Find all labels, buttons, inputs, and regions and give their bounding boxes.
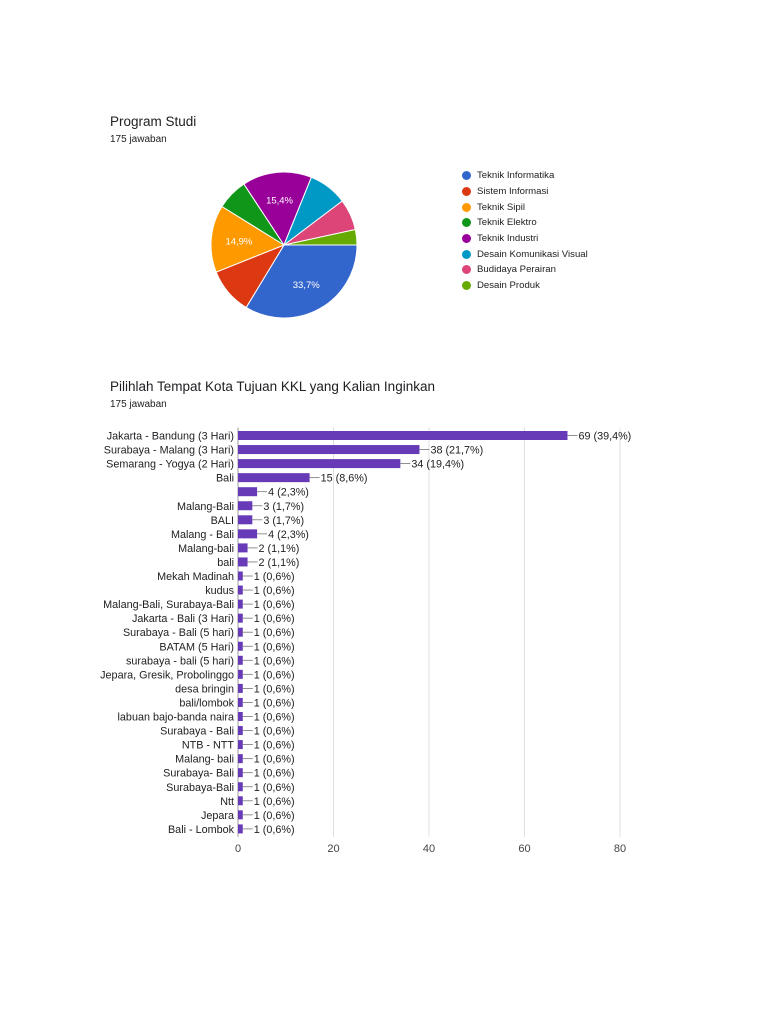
bar [238, 628, 243, 637]
legend-item-teknik-sipil [462, 199, 588, 215]
bar [238, 810, 243, 819]
bar [238, 431, 567, 440]
legend-swatch [462, 218, 471, 227]
value-label: 1 (0,6%) [253, 585, 295, 598]
legend-swatch [462, 250, 471, 259]
value-label: 3 (1,7%) [263, 500, 305, 513]
value-label: 1 (0,6%) [253, 613, 295, 626]
legend-item-desain-komunikasi-visual [462, 246, 588, 262]
bar [238, 796, 243, 805]
category-label: Surabaya - Bali (5 hari) [122, 627, 234, 640]
value-label: 1 (0,6%) [253, 725, 295, 738]
category-label: desa bringin [175, 683, 234, 696]
legend-label: Teknik Sipil [477, 201, 525, 213]
x-tick-label: 60 [518, 842, 531, 855]
legend-label: Teknik Informatika [477, 170, 555, 182]
pie-slice-label: 15,4% [266, 195, 294, 207]
category-label: bali/lombok [179, 697, 234, 710]
value-label: 38 (21,7%) [430, 444, 484, 457]
value-label: 1 (0,6%) [253, 781, 295, 794]
category-label: Bali [215, 472, 234, 485]
value-label: 4 (2,3%) [268, 528, 309, 541]
bar [238, 501, 252, 510]
category-label: Mekah Madinah [157, 571, 234, 583]
legend-label: Sistem Informasi [477, 186, 549, 198]
legend-label: Desain Komunikasi Visual [477, 248, 588, 260]
x-tick-label: 40 [422, 842, 436, 855]
legend-item-sistem-informasi [462, 184, 588, 200]
value-label: 1 (0,6%) [253, 711, 295, 724]
value-label: 1 (0,6%) [253, 683, 295, 696]
legend-item-teknik-elektro [462, 215, 588, 231]
value-label: 2 (1,1%) [258, 556, 300, 569]
bar [238, 586, 243, 595]
category-label: Surabaya - Bali [160, 725, 234, 738]
bar [238, 754, 243, 763]
bar [238, 642, 243, 651]
category-label: NTB - NTT [181, 739, 234, 752]
bar [238, 543, 248, 552]
category-label: Surabaya- Bali [163, 767, 234, 780]
value-label: 1 (0,6%) [253, 795, 295, 808]
category-label: Malang-Bali, Surabaya-Bali [103, 599, 234, 612]
bar [238, 824, 243, 833]
value-label: 3 (1,7%) [263, 514, 305, 527]
legend-item-teknik-informatika [462, 168, 588, 184]
legend-swatch [462, 203, 471, 212]
value-label: 1 (0,6%) [253, 739, 295, 752]
bar [238, 698, 243, 707]
legend-label: Teknik Industri [477, 233, 539, 245]
category-label: bali [217, 556, 234, 569]
value-label: 4 (2,3%) [268, 486, 309, 499]
bar [238, 445, 419, 454]
bar-chart-response-count: 175 jawaban [110, 399, 167, 410]
x-tick-label: 0 [234, 842, 242, 855]
legend-item-budidaya-perairan [462, 262, 588, 278]
value-label: 1 (0,6%) [253, 599, 295, 612]
legend-label: Teknik Elektro [477, 217, 537, 229]
value-label: 1 (0,6%) [253, 669, 295, 682]
pie-chart [200, 165, 370, 335]
bar-chart-title: Pilihlah Tempat Kota Tujuan KKL yang Kalian Inginkan [110, 379, 435, 394]
bar [238, 572, 243, 581]
value-label: 1 (0,6%) [253, 753, 295, 766]
value-label: 15 (8,6%) [320, 472, 368, 485]
value-label: 1 (0,6%) [253, 641, 295, 654]
value-label: 1 (0,6%) [253, 627, 295, 640]
category-label: labuan bajo-banda naira [117, 711, 234, 724]
bar [238, 782, 243, 791]
value-label: 1 (0,6%) [253, 571, 295, 583]
category-label: Surabaya - Malang (3 Hari) [103, 444, 234, 457]
pie-slice-label: 33,7% [292, 279, 320, 291]
bar [238, 557, 248, 566]
category-label: Surabaya-Bali [166, 781, 234, 794]
category-label: Malang- bali [175, 753, 234, 766]
value-label: 34 (19,4%) [411, 458, 465, 471]
bar [238, 515, 252, 524]
category-label: Malang - Bali [170, 528, 234, 541]
pie-chart-response-count: 175 jawaban [110, 134, 167, 145]
bar-chart [0, 420, 768, 870]
category-label: surabaya - bali (5 hari) [125, 655, 234, 668]
pie-slice-label: 14,9% [225, 236, 253, 248]
category-label: Malang-Bali [176, 500, 234, 513]
legend-swatch [462, 234, 471, 243]
bar [238, 768, 243, 777]
value-label: 1 (0,6%) [253, 823, 295, 836]
bar [238, 459, 400, 468]
bar [238, 600, 243, 609]
category-label: Jakarta - Bandung (3 Hari) [106, 430, 234, 443]
category-label: Jakarta - Bali (3 Hari) [132, 613, 234, 626]
value-label: 1 (0,6%) [253, 697, 295, 710]
legend-label: Budidaya Perairan [477, 264, 556, 276]
value-label: 1 (0,6%) [253, 655, 295, 668]
bar [238, 487, 257, 496]
bar [238, 473, 310, 482]
legend-item-desain-produk [462, 278, 588, 294]
category-label: Ntt [220, 795, 234, 808]
category-label: Malang-bali [178, 542, 234, 555]
bar [238, 529, 257, 538]
bar [238, 656, 243, 665]
bar [238, 740, 243, 749]
x-tick-label: 80 [613, 842, 627, 855]
bar [238, 726, 243, 735]
x-tick-label: 20 [327, 842, 340, 855]
value-label: 1 (0,6%) [253, 809, 295, 822]
legend-label: Desain Produk [477, 280, 540, 292]
value-label: 2 (1,1%) [258, 542, 300, 555]
legend-swatch [462, 281, 471, 290]
category-label: BATAM (5 Hari) [159, 641, 234, 654]
category-label: Jepara, Gresik, Probolinggo [100, 669, 234, 682]
bar [238, 712, 243, 721]
legend-item-teknik-industri [462, 231, 588, 247]
value-label: 1 (0,6%) [253, 767, 295, 780]
pie-chart-title: Program Studi [110, 114, 197, 129]
value-label: 69 (39,4%) [578, 430, 632, 443]
category-label: Bali - Lombok [167, 823, 234, 836]
legend-swatch [462, 187, 471, 196]
bar [238, 670, 243, 679]
category-label: BALI [210, 514, 234, 527]
category-label: Semarang - Yogya (2 Hari) [106, 458, 234, 471]
pie-legend [462, 168, 588, 294]
category-label: kudus [205, 585, 234, 598]
bar [238, 684, 243, 693]
legend-swatch [462, 171, 471, 180]
category-label: Jepara [200, 809, 234, 822]
bar [238, 614, 243, 623]
legend-swatch [462, 265, 471, 274]
